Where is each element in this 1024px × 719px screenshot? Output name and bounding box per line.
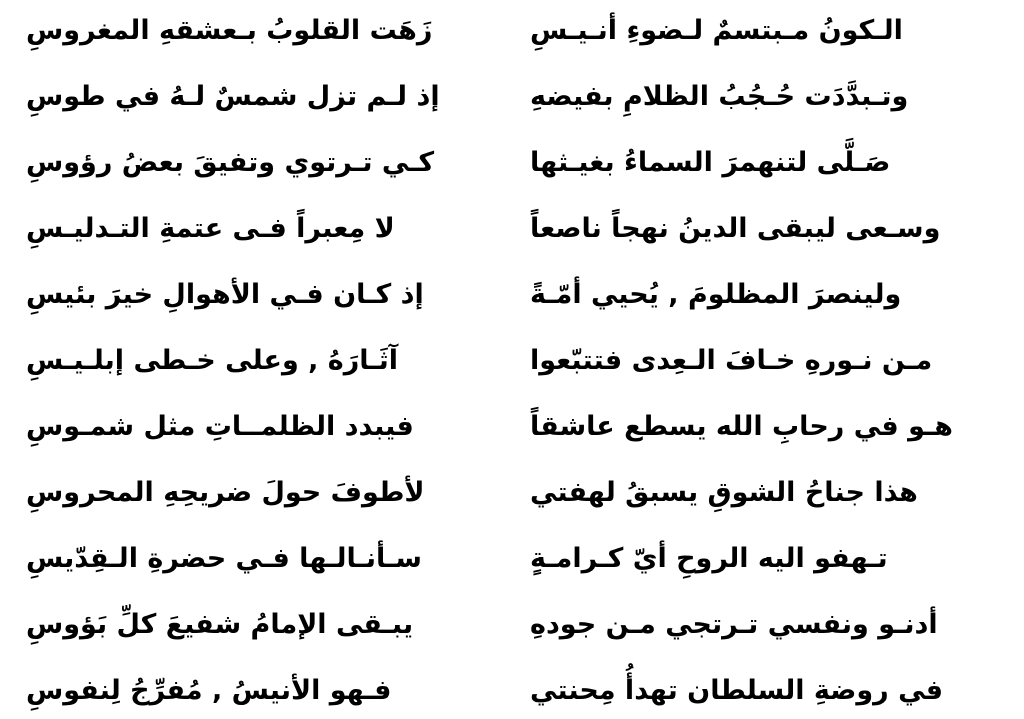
verse-line: وسـعى ليبقى الدينُ نهجاً ناصعاً <box>530 213 941 245</box>
poem-body <box>26 14 998 709</box>
verse-line: ولينصرَ المظلومَ , يُحيي أمّـةً <box>530 279 902 311</box>
verse-line: إذ كـان فـي الأهوالِ خيرَ بئيسِ <box>26 279 424 311</box>
verse-line: فيبدد الظلمــاتِ مثل شمـوسِ <box>26 411 414 443</box>
verse-line: يبـقى الإمامُ شفيعَ كلِّ بَؤوسِ <box>26 609 414 641</box>
verse-line: صَـلَّى لتنهمرَ السماءُ بغيـثها <box>530 147 891 179</box>
poem-column-right <box>512 14 998 709</box>
verse-line: وتـبدَّدَت حُـجُبُ الظلامِ بفيضهِ <box>530 81 909 113</box>
verse-line: تـهفو اليه الروحِ أيّ كـرامـةٍ <box>530 543 888 575</box>
verse-line: الـكونُ مـبتسمٌ لـضوءِ أنـيـسِ <box>530 15 903 46</box>
verse-line: أدنـو ونفسي تـرتجي مـن جودهِ <box>530 609 938 641</box>
verse-line: في روضةِ السلطان تهدأُ مِحنتي <box>530 675 944 707</box>
verse-line: لا مِعبراً فـى عتمةِ التـدليـسِ <box>26 213 395 245</box>
verse-line: لأطوفَ حولَ ضريحِهِ المحروسِ <box>26 477 425 509</box>
verse-line: فـهو الأنيسُ , مُفرِّجُ لِنفوسِ <box>26 675 392 707</box>
verse-line: زَهَت القلوبُ بـعشقهِ المغروسِ <box>26 15 433 46</box>
verse-line: سـأنـالـها فـي حضرةِ الـقِدّيسِ <box>26 543 422 575</box>
verse-line: هذا جناحُ الشوقِ يسبقُ لهفتي <box>530 477 918 509</box>
verse-line: آثَـارَهُ , وعلى خـطى إبلـيـسِ <box>26 345 399 377</box>
verse-line: إذ لـم تزل شمسٌ لـهُ في طوسِ <box>26 81 440 113</box>
verse-line: مـن نـورهِ خـافَ الـعِدى فتتبّعوا <box>530 345 933 377</box>
verse-line: كـي تـرتوي وتفيقَ بعضُ رؤوسِ <box>26 147 435 179</box>
verse-line: هـو في رحابِ الله يسطع عاشقاً <box>530 411 953 443</box>
poem-column-left <box>26 14 512 709</box>
